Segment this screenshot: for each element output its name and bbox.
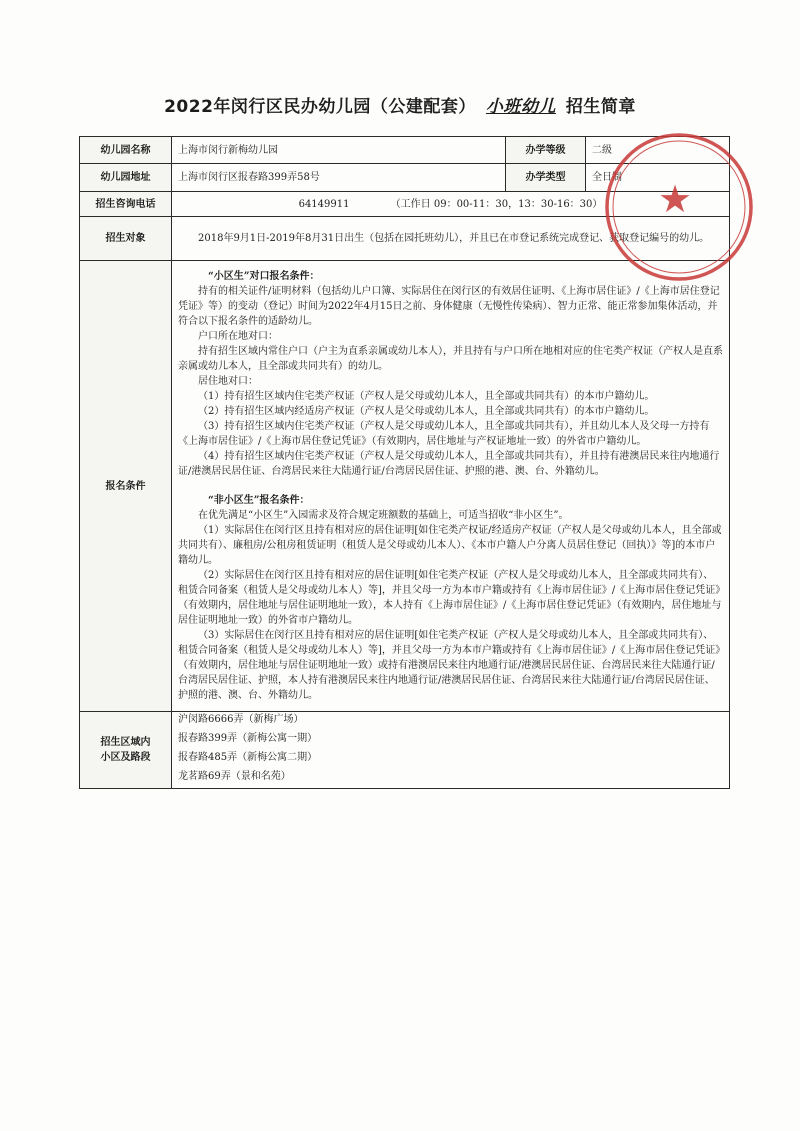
row-name (80, 137, 730, 164)
nonlocal-title: “非小区生”报名条件： (208, 495, 310, 506)
row-target (80, 217, 730, 261)
title-main: 2022年闵行区民办幼儿园（公建配套） (164, 97, 476, 117)
residence-title: 居住地对口： (198, 376, 258, 387)
residence-item-4: （4）持有招生区域内住宅类产权证（产权人是父母或幼儿本人，且全部或共同共有），并且持有港澳居民来往内地通行证/港澳居民居住证、台湾居民来往大陆通行证/台湾居民居住证、护照的港、澳、台、外籍幼儿。 (178, 451, 720, 477)
value-target: 2018年9月1日-2019年8月31日出生（包括在园托班幼儿），并且已在市登记系统完成登记、获取登记编号的幼儿。 (198, 233, 710, 244)
page-title (0, 92, 800, 117)
residence-item-2: （2）持有招生区域内经适房产权证（产权人是父母或幼儿本人，且全部或共同共有）的本市户籍幼儿。 (198, 406, 655, 417)
areas-cell (172, 712, 730, 789)
label-areas-line1: 招生区域内 (100, 737, 151, 748)
enrollment-table (79, 136, 730, 789)
local-intro: 持有的相关证件/证明材料（包括幼儿户口簿、实际居住在闵行区的有效居住证明、《上海市居住证》/《上海市居住登记凭证》等）的变动（登记）时间为2022年4月15日之前、身体健康（无慢性传染病）、智力正常、能正常参加集体活动，并符合以下报名条件的适龄幼儿。 (178, 286, 720, 327)
nonlocal-item-3: （3）实际居住在闵行区且持有相对应的居住证明[如住宅类产权证（产权人是父母或幼儿本人，且全部或共同共有）、租赁合同备案（租赁人是父母或幼儿本人）等]，并且父母一方为本市户籍或持有《上海市居住证》/《上海市居住登记凭证》（有效期内，居住地址与居住证明地址一致）或持有港澳居民来往内地通行证/港澳居民居住证、台湾居民来往大陆通行证/台湾居民居住证、护照，本人持有港澳居民来往内地通行证/港澳居民居住证、台湾居民来往大陆通行证/台湾居民居住证、护照的港、澳、台、外籍幼儿。 (178, 630, 721, 701)
row-address (80, 164, 730, 192)
hukou-text: 持有招生区域内常住户口（户主为直系亲属或幼儿本人），并且持有与户口所在地相对应的住宅类产权证（产权人是直系亲属或幼儿本人，且全部或共同共有）的幼儿。 (178, 346, 723, 372)
seal-star-icon: ★ (658, 177, 693, 221)
area-item: 龙茗路69弄（景和名苑） (178, 771, 291, 782)
label-level: 办学等级 (506, 137, 586, 164)
value-kindergarten-name: 上海市闵行新梅幼儿园 (172, 137, 506, 164)
conditions-cell (172, 261, 730, 712)
value-phone-cell (172, 192, 730, 217)
label-areas (80, 712, 172, 789)
nonlocal-item-2: （2）实际居住在闵行区且持有相对应的居住证明[如住宅类产权证（产权人是父母或幼儿本人，且全部或共同共有）、租赁合同备案（租赁人是父母或幼儿本人）等]，并且父母一方为本市户籍或持有《上海市居住证》/《上海市居住登记凭证》（有效期内，居住地址与居住证明地址一致），本人持有《上海市居住证》/《上海市居住登记凭证》（有效期内，居住地址与居住证明地址一致）的外省市户籍幼儿。 (178, 570, 722, 626)
label-phone: 招生咨询电话 (80, 192, 172, 217)
label-address: 幼儿园地址 (80, 164, 172, 192)
local-title: “小区生”对口报名条件： (208, 271, 320, 282)
hukou-title: 户口所在地对口： (198, 331, 278, 342)
row-phone (80, 192, 730, 217)
value-phone-hours: （工作日 09：00-11：30，13：30-16：30） (390, 198, 603, 210)
label-target: 招生对象 (80, 217, 172, 261)
value-address: 上海市闵行区报春路399弄58号 (172, 164, 506, 192)
value-level: 二级 (586, 137, 730, 164)
nonlocal-item-1: （1）实际居住在闵行区且持有相对应的居住证明[如住宅类产权证/经适房产权证（产权人是父母或幼儿本人，且全部或共同共有）、廉租房/公租房租赁证明（租赁人是父母或幼儿本人）、《本市户籍人户分离人员居住登记（回执）》等]的本市户籍幼儿。 (178, 525, 722, 566)
area-item: 报春路485弄（新梅公寓二期） (178, 752, 318, 763)
nonlocal-intro: 在优先满足“小区生”入园需求及符合规定班额数的基础上，可适当招收“非小区生”。 (198, 510, 569, 521)
row-conditions (80, 261, 730, 712)
row-areas (80, 712, 730, 789)
title-suffix: 招生简章 (565, 97, 636, 117)
title-highlight: 小班幼儿 (485, 97, 556, 117)
area-item: 报春路399弄（新梅公寓一期） (178, 733, 318, 744)
value-type: 全日制 (586, 164, 730, 192)
value-phone: 64149911 (298, 198, 350, 210)
label-kindergarten-name: 幼儿园名称 (80, 137, 172, 164)
residence-item-1: （1）持有招生区域内住宅类产权证（产权人是父母或幼儿本人，且全部或共同共有）的本市户籍幼儿。 (198, 391, 655, 402)
label-areas-line2: 小区及路段 (100, 752, 151, 763)
label-conditions: 报名条件 (80, 261, 172, 712)
residence-item-3: （3）持有招生区域内住宅类产权证（产权人是父母或幼儿本人，且全部或共同共有），并且幼儿本人及父母一方持有《上海市居住证》/《上海市居住登记凭证》（有效期内，居住地址与产权证地址一致）的外省市户籍幼儿。 (178, 421, 710, 447)
area-item: 沪闵路6666弄（新梅广场） (178, 714, 304, 725)
label-type: 办学类型 (506, 164, 586, 192)
